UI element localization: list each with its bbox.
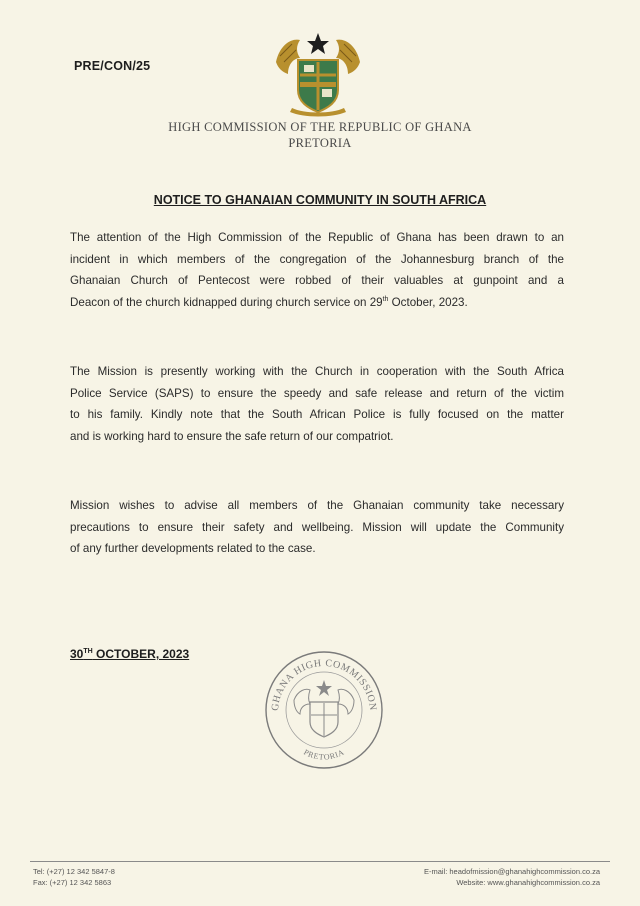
paragraph-incident	[70, 227, 564, 313]
reference-number: PRE/CON/25	[74, 59, 151, 73]
svg-text:PRETORIA	[302, 748, 346, 762]
paragraph-line: Ghanaian Church of Pentecost were robbed of their valuables at gunpoint and a	[70, 274, 564, 287]
footer-website: Website: www.ghanahighcommission.co.za	[456, 878, 600, 887]
stamp-bottom-text: PRETORIA	[302, 747, 346, 762]
footer-tel: Tel: (+27) 12 342 5847-8	[33, 867, 115, 876]
paragraph-line: of any further developments related to the case.	[70, 542, 316, 555]
ordinal-suffix: th	[382, 295, 389, 303]
footer-email: E-mail: headofmission@ghanahighcommission.co.za	[423, 867, 600, 876]
paragraph-text: Deacon of the church kidnapped during church service on 29	[70, 295, 383, 309]
paragraph-line: and is working hard to ensure the safe return of our compatriot.	[70, 429, 394, 443]
date-day: 30	[70, 647, 84, 661]
paragraph-line: The attention of the High Commission of the Republic of Ghana has been drawn to an	[70, 231, 564, 244]
paragraph-line: Mission wishes to advise all members of the Ghanaian community take necessary	[70, 499, 564, 512]
paragraph-line: Police Service (SAPS) to ensure the speedy and safe release and return of the victim	[70, 386, 564, 400]
date-month-year: OCTOBER, 2023	[92, 647, 190, 661]
notice-title: NOTICE TO GHANAIAN COMMUNITY IN SOUTH AFRICA	[153, 193, 487, 207]
paragraph-line	[70, 292, 564, 314]
paragraph-line: incident in which members of the congregation of the Johannesburg branch of the	[70, 252, 564, 266]
official-stamp-icon	[260, 646, 388, 770]
paragraph-line: The Mission is presently working with the Church in cooperation with the South Africa	[70, 365, 564, 378]
date-suffix: TH	[83, 648, 93, 655]
paragraph-cooperation	[70, 361, 564, 447]
ghana-coat-of-arms-icon	[270, 30, 366, 120]
footer-divider	[30, 861, 610, 862]
paragraph-advice	[70, 495, 564, 560]
paragraph-text: October, 2023.	[388, 295, 468, 309]
mission-heading: HIGH COMMISSION OF THE REPUBLIC OF GHANA	[168, 120, 472, 134]
footer-contact-phone	[33, 866, 115, 888]
stamp-top-text: GHANA HIGH COMMISSION	[269, 657, 379, 712]
paragraph-line: precautions to ensure their safety and wellbeing. Mission will update the Community	[70, 520, 564, 534]
footer-fax: Fax: (+27) 12 342 5863	[33, 878, 112, 887]
mission-location: PRETORIA	[288, 136, 352, 150]
footer-contact-online	[424, 866, 600, 888]
letter-date	[70, 647, 189, 661]
paragraph-line: to his family. Kindly note that the South African Police is fully focused on the matter	[70, 408, 564, 421]
